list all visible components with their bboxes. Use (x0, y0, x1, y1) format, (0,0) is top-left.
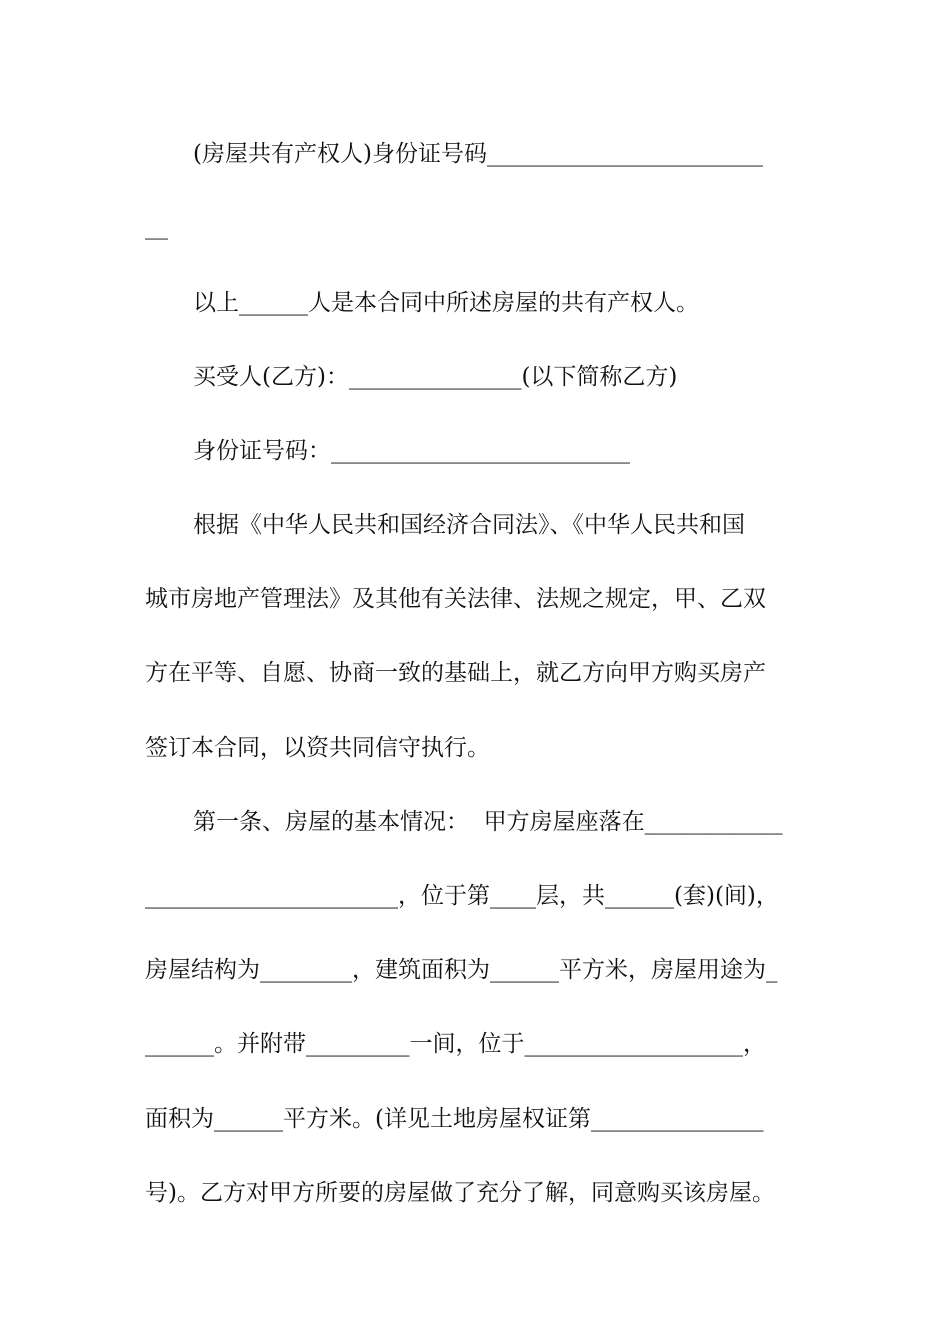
article-1-line-4: ______。并附带_________一间，位于___________________， (145, 1031, 766, 1057)
article-1-line-1: 第一条、房屋的基本情况： 甲方房屋座落在____________ (193, 809, 783, 835)
article-1-line-6: 号)。乙方对甲方所要的房屋做了充分了解，同意购买该房屋。 (145, 1180, 775, 1206)
buyer-line: 买受人(乙方)：_______________(以下简称乙方) (193, 364, 678, 390)
article-1-line-2: ______________________，位于第____层，共______(套)(间)， (145, 883, 779, 909)
co-owners-statement: 以上______人是本合同中所述房屋的共有产权人。 (193, 290, 699, 316)
article-1-line-5: 面积为______平方米。(详见土地房屋权证第_______________ (145, 1106, 764, 1132)
legal-basis-paragraph-line-3: 方在平等、自愿、协商一致的基础上，就乙方向甲方购买房产 (145, 660, 766, 686)
legal-basis-paragraph-line-2: 城市房地产管理法》及其他有关法律、法规之规定，甲、乙双 (145, 586, 766, 612)
article-1-line-3: 房屋结构为________，建筑面积为______平方米，房屋用途为_ (145, 957, 778, 983)
legal-basis-paragraph-line-1: 根据《中华人民共和国经济合同法》、《中华人民共和国 (193, 512, 745, 538)
legal-basis-paragraph-line-4: 签订本合同，以资共同信守执行。 (145, 735, 490, 761)
buyer-id-line: 身份证号码：__________________________ (193, 438, 630, 464)
co-owner-id-continuation: __ (145, 214, 168, 240)
co-owner-id-line: (房屋共有产权人)身份证号码________________________ (193, 141, 763, 167)
